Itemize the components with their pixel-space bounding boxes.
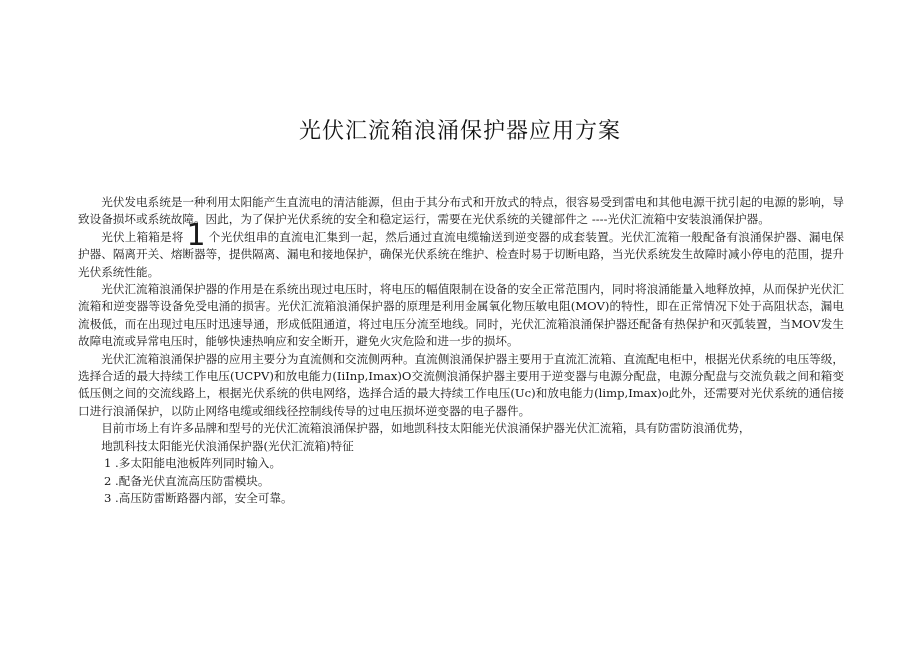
paragraph-market: 目前市场上有许多品牌和型号的光伏汇流箱浪涌保护器，如地凯科技太阳能光伏浪涌保护器光伏汇流箱，具有防雷防浪涌优势，: [101, 421, 751, 436]
paragraph-application: 光伏汇流箱浪涌保护器的应用主要分为直流侧和交流侧两种。直流侧浪涌保护器主要用于直流汇流箱、直流配电柜中，根据光伏系统的电压等级，选择合适的最大持续工作电压(UCPV)和放电能力(IiInp,Imax)O交流侧浪涌保护器主要用于逆变器与电源分配盘，电源分配盘与交流负载之间和箱变低压侧之间的交流线路上，根据光伏系统的供电网络，选择合适的最大持续工作电压(Uc)和放电能力(limp,Imax)o此外，还需要对光伏系统的通信接口进行浪涌保护，以防止网络电缆或细线径控制线传导的过电压损坏逆变器的电子器件。: [78, 351, 844, 418]
feature-item: 2 .配备光伏直流高压防雷模块。: [104, 473, 270, 488]
feature-item: 3 .高压防雷断路器内部，安全可靠。: [104, 490, 293, 505]
document-body: [78, 194, 844, 507]
paragraph-combiner-box: [78, 217, 844, 281]
paragraph-text: 光伏上箱箱是将: [101, 229, 184, 244]
paragraph-spd-function: 光伏汇流箱浪涌保护器的作用是在系统出现过电压时，将电压的幅值限制在设备的安全正常范围内，同时将浪涌能量入地释放掉，从而保护光伏汇流箱和逆变器等设备免受电涌的损害。光伏汇流箱浪涌保护器的原理是利用金属氧化物压敏电阻(MOV)的特性，即在正常情况下处于高阻状态，漏电流极低，而在出现过电压时迅速导通，形成低阻通道，将过电压分流至地线。同时，光伏汇流箱浪涌保护器还配备有热保护和灭弧装置，当MOV发生故障电流或异常电压时，能够快速热响应和安全断开，避免火灾危险和进一步的损坏。: [78, 282, 844, 349]
paragraph-text: 个光伏组串的直流电汇集到一起，然后通过直流电缆输送到逆变器的成套装置。光伏汇流箱一般配备有浪涌保护器、漏电保护器、隔离开关、熔断器等，提供隔离、漏电和接地保护，确保光伏系统在维护、检查时易于切断电路，当光伏系统发生故障时减小停电的范围，提升光伏系统性能。: [78, 229, 844, 279]
feature-item: 1 .多太阳能电池板阵列同时输入。: [104, 456, 282, 471]
features-heading: 地凯科技太阳能光伏浪涌保护器(光伏汇流箱)特征: [101, 438, 354, 453]
document-title: 光伏汇流箱浪涌保护器应用方案: [298, 119, 621, 144]
paragraph-intro: 光伏发电系统是一种利用太阳能产生直流电的清洁能源，但由于其分布式和开放式的特点，很容易受到雷电和其他电源干扰引起的电源的影响，导致设备损坏或系统故障。因此，为了保护光伏系统的安全和稳定运行，需要在光伏系统的关键部件之 ----光伏汇流箱中安装浪涌保护器。: [78, 195, 844, 227]
inline-number: 1: [186, 217, 206, 253]
